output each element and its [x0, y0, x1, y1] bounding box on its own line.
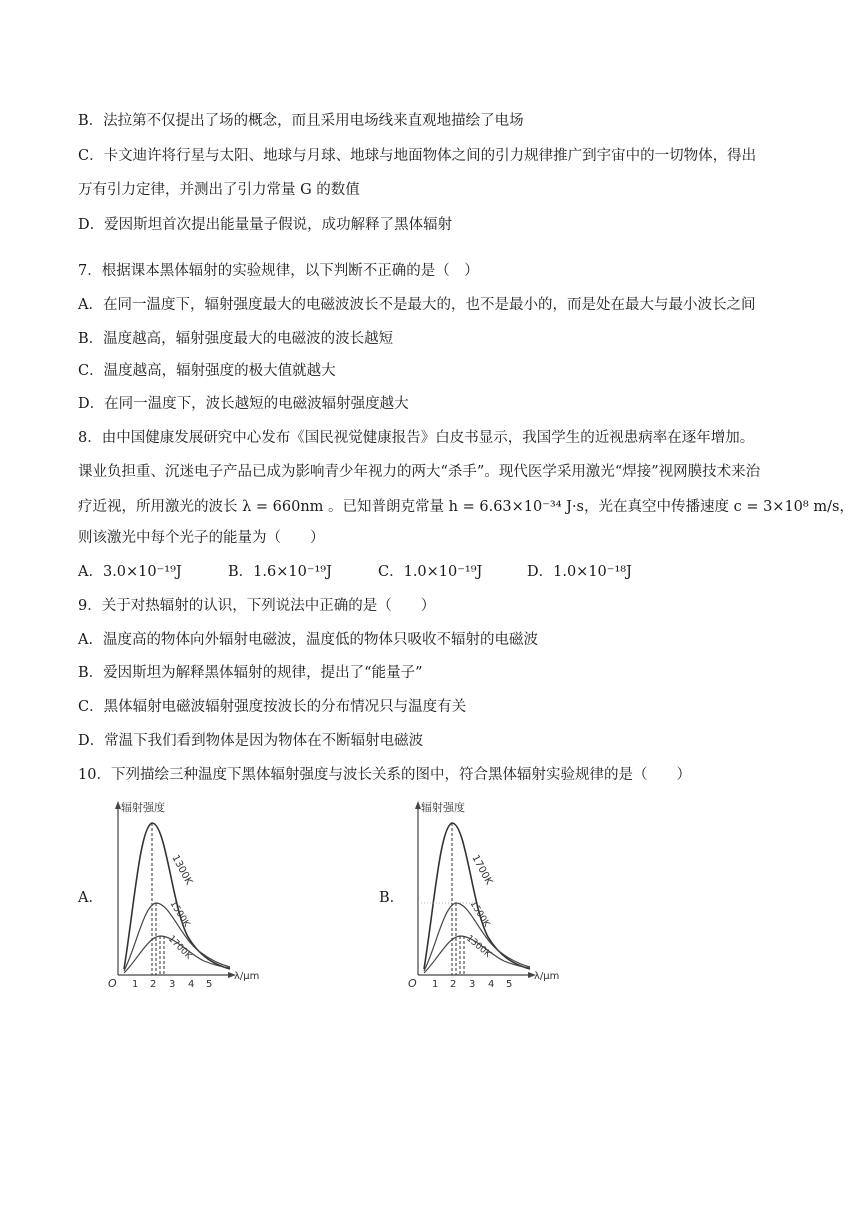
x-tick-label: 3 — [469, 979, 476, 987]
question-10: 10．下列描绘三种温度下黑体辐射强度与波长关系的图中，符合黑体辐射实验规律的是（ ） — [78, 767, 691, 783]
text-line: A．温度高的物体向外辐射电磁波，温度低的物体只吸收不辐射的电磁波 — [78, 632, 538, 648]
text-line: D．爱因斯坦首次提出能量量子假说，成功解释了黑体辐射 — [78, 217, 453, 233]
text-line: B．爱因斯坦为解释黑体辐射的规律，提出了“能量子” — [78, 665, 423, 681]
text-line: 则该激光中每个光子的能量为（ ） — [78, 530, 325, 546]
x-tick-label: 3 — [169, 979, 176, 987]
question-7: 7．根据课本黑体辐射的实验规律，以下判断不正确的是（ ） — [78, 263, 479, 279]
figure-a — [100, 797, 260, 987]
figure-b-label: B． — [379, 890, 405, 906]
y-axis-label: 辐射强度 — [421, 801, 465, 814]
text-line: D．常温下我们看到物体是因为物体在不断辐射电磁波 — [78, 733, 424, 749]
text-line: A．在同一温度下，辐射强度最大的电磁波波长不是最大的，也不是最小的，而是处在最大与最小波长之间 — [78, 297, 756, 313]
text-line: 万有引力定律，并测出了引力常量 G 的数值 — [78, 182, 360, 198]
figure-a-label: A． — [78, 890, 103, 906]
x-tick-label: 1 — [132, 979, 139, 987]
text-line: B．法拉第不仅提出了场的概念，而且采用电场线来直观地描绘了电场 — [78, 113, 524, 129]
curve-label: 1500K — [167, 899, 192, 930]
q8-option-d: D．1.0×10⁻¹⁸J — [527, 564, 632, 580]
curve-label: 1300K — [464, 933, 493, 960]
y-axis-label: 辐射强度 — [121, 801, 165, 814]
x-tick-label: 4 — [188, 979, 195, 987]
q8-option-a: A．3.0×10⁻¹⁹J — [78, 564, 182, 580]
text-line: 疗近视，所用激光的波长 λ = 660nm 。已知普朗克常量 h = 6.63×10⁻³⁴ J·s，光在真空中传播速度 c = 3×10⁸ m/s， — [78, 499, 854, 515]
question-9: 9．关于对热辐射的认识，下列说法中正确的是（ ） — [78, 598, 436, 614]
figure-b — [400, 797, 560, 987]
x-tick-label: 4 — [488, 979, 495, 987]
x-axis-label: λ/μm — [234, 971, 260, 982]
curve-label: 1300K — [169, 853, 195, 887]
q8-option-b: B．1.6×10⁻¹⁹J — [228, 564, 332, 580]
curve-label: 1700K — [469, 853, 495, 887]
x-axis-label: λ/μm — [534, 971, 560, 982]
text-line: B．温度越高，辐射强度最大的电磁波的波长越短 — [78, 331, 394, 347]
curve-label: 1500K — [467, 899, 492, 930]
text-line: C．卡文迪许将行星与太阳、地球与月球、地球与地面物体之间的引力规律推广到宇宙中的一切物体，得出 — [78, 148, 757, 164]
text-line: C．黑体辐射电磁波辐射强度按波长的分布情况只与温度有关 — [78, 699, 467, 715]
origin-label: O — [108, 977, 117, 987]
x-tick-label: 2 — [150, 979, 157, 987]
origin-label: O — [408, 977, 417, 987]
x-tick-label: 1 — [432, 979, 439, 987]
question-8: 8．由中国健康发展研究中心发布《国民视觉健康报告》白皮书显示，我国学生的近视患病率在逐年增加。 — [78, 430, 755, 446]
x-tick-label: 5 — [206, 979, 213, 987]
text-line: C．温度越高，辐射强度的极大值就越大 — [78, 363, 336, 379]
curve-label: 1700K — [165, 934, 194, 962]
x-tick-label: 2 — [450, 979, 457, 987]
text-line: 课业负担重、沉迷电子产品已成为影响青少年视力的两大“杀手”。现代医学采用激光“焊接”视网膜技术来治 — [78, 464, 761, 480]
x-tick-label: 5 — [506, 979, 513, 987]
q8-option-c: C．1.0×10⁻¹⁹J — [378, 564, 483, 580]
text-line: D．在同一温度下，波长越短的电磁波辐射强度越大 — [78, 396, 409, 412]
